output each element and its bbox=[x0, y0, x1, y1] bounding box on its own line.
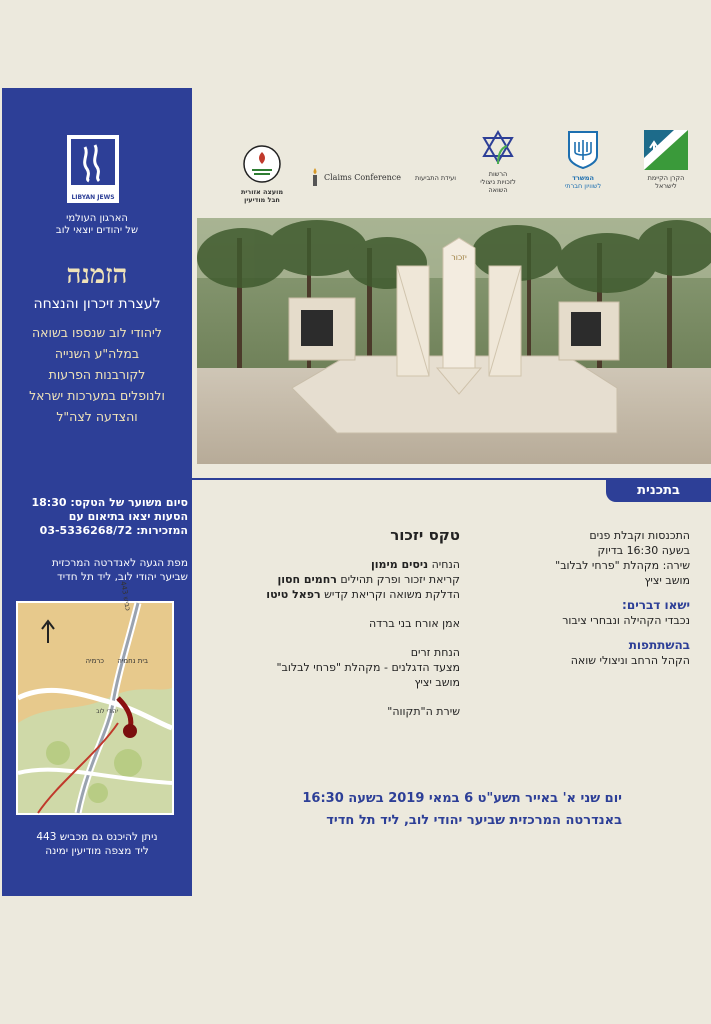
entrance-line: ליד מצפה מודיעין ימינה bbox=[45, 845, 149, 857]
map-place-label: כרמיה bbox=[85, 657, 104, 665]
libyan-jews-logo bbox=[66, 134, 120, 204]
ceremony-title: טקס יזכור bbox=[390, 526, 460, 544]
participation-heading: בהשתתפות bbox=[628, 638, 690, 652]
dedication-line: והצדעה לצה"ל bbox=[56, 409, 138, 424]
kkl-label: לישראל bbox=[655, 182, 677, 190]
entrance-line: ניתן להיכנס גם מכביש 443 bbox=[36, 831, 158, 843]
phone-number: המזכירות: 03-5336268/72 bbox=[39, 524, 188, 537]
monument-photo bbox=[197, 218, 711, 464]
schedule-line: שירה: מקהלת "פרחי לבלוב" bbox=[555, 559, 690, 572]
schedule-line: בשעה 16:30 בדיוק bbox=[597, 544, 690, 557]
menorah-emblem-icon bbox=[565, 130, 601, 170]
ceremony-line: מצעד הדגלנים - מקהלת "פרחי לבלוב" bbox=[276, 661, 460, 674]
dedication-line: ליהודי לוב שנספו בשואה bbox=[32, 325, 162, 340]
claims-english-label: Claims Conference bbox=[324, 173, 401, 182]
event-date-location bbox=[200, 788, 622, 832]
directions-map bbox=[16, 580, 174, 815]
transport-note: הסעות יצאו בתיאום עם bbox=[68, 510, 188, 523]
person-name: ניסים מימון bbox=[370, 558, 429, 571]
program-schedule bbox=[470, 528, 690, 668]
map-caption bbox=[8, 556, 188, 584]
claims-hebrew-label: ועידת התביעות bbox=[414, 174, 456, 182]
kkl-icon bbox=[644, 130, 688, 170]
map-caption-line: שביער יהודי לוב, ליד תל חדיד bbox=[56, 571, 188, 583]
dedication-line: במלה"ע השנייה bbox=[54, 346, 140, 361]
person-name: רחמים חסון bbox=[277, 573, 337, 586]
ministry-logo bbox=[548, 130, 618, 190]
claims-conference-logo bbox=[306, 168, 456, 188]
council-emblem-icon bbox=[242, 144, 282, 184]
map-caption-line: מפת הגעה לאנדרטה המרכזית bbox=[51, 557, 188, 569]
person-name: רפאל טיטו bbox=[266, 588, 321, 601]
regional-council-logo bbox=[234, 144, 290, 204]
ceremony-line: שירת ה"תקווה" bbox=[387, 705, 460, 718]
candle-icon bbox=[310, 168, 320, 186]
role-text: הדלקת משואה וקריאת קדיש bbox=[320, 588, 460, 601]
ceremony-line bbox=[210, 587, 460, 602]
logo-caption: LIBYAN JEWS bbox=[71, 194, 115, 201]
org-line: של יהודים יוצאי לוב bbox=[55, 225, 139, 236]
dedication-line: לקורבנות הפרעות bbox=[48, 367, 146, 382]
map-place-label: בית נחמיה bbox=[117, 657, 148, 665]
dedication bbox=[8, 322, 186, 427]
ministry-label: המשרד bbox=[572, 174, 594, 182]
dedication-line: ולנופלים במערכות ישראל bbox=[29, 388, 165, 403]
invite-title: הזמנה bbox=[66, 260, 128, 290]
sponsor-logos bbox=[196, 130, 711, 214]
ceremony-line: מושב יציץ bbox=[414, 676, 460, 689]
organization-name bbox=[2, 213, 192, 237]
ministry-label: לשוויון חברתי bbox=[564, 182, 602, 190]
end-time: סיום משוער של הטקס: 18:30 bbox=[31, 496, 188, 509]
program-banner: בתכנית bbox=[606, 480, 711, 502]
survivors-authority-logo bbox=[468, 130, 528, 194]
event-date: יום שני א' באייר תשע"ט 6 במאי 2019 בשעה 16:30 bbox=[302, 791, 622, 806]
schedule-line: התכנסות וקבלת פנים bbox=[589, 529, 690, 542]
star-sprout-icon bbox=[481, 130, 515, 166]
kkl-label: הקרן הקיימת bbox=[647, 174, 685, 182]
ceremony-line bbox=[210, 557, 460, 572]
participation-line: הקהל הרחב וניצולי שואה bbox=[570, 654, 690, 667]
alternate-entrance bbox=[8, 830, 186, 858]
role-text: הנחיה bbox=[428, 558, 460, 571]
role-text: קריאת יזכור ופרק תהילים bbox=[336, 573, 460, 586]
council-label: חבל מודיעין bbox=[244, 196, 280, 204]
map-place-label: יהודי לוב bbox=[96, 708, 118, 715]
kkl-logo bbox=[636, 130, 696, 190]
survivors-label: לזכויות ניצולי השואה bbox=[480, 178, 516, 194]
map-road-label: כביש 443 bbox=[118, 580, 132, 612]
logo-emblem bbox=[71, 139, 115, 185]
ceremony-program bbox=[210, 528, 460, 719]
ceremony-line: הנחת זרים bbox=[410, 646, 460, 659]
survivors-label: הרשות bbox=[488, 170, 508, 178]
event-location: באנדרטה המרכזית שביער יהודי לוב, ליד תל חדיד bbox=[326, 813, 622, 828]
speakers-heading: ישאו דברים: bbox=[622, 598, 690, 612]
org-line: הארגון העולמי bbox=[66, 213, 128, 224]
end-time-info bbox=[8, 496, 188, 538]
monument-label: יזכור bbox=[451, 253, 467, 262]
event-name: לעצרת זיכרון והנצחה bbox=[33, 296, 161, 312]
council-label: מועצה אזורית bbox=[240, 188, 284, 196]
ceremony-line bbox=[210, 572, 460, 587]
ceremony-line: אמן אורח בני ברדה bbox=[368, 617, 460, 630]
speakers-line: נכבדי הקהילה ונבחרי ציבור bbox=[562, 614, 690, 627]
schedule-line: מושב יציץ bbox=[644, 574, 690, 587]
sidebar bbox=[2, 88, 192, 896]
